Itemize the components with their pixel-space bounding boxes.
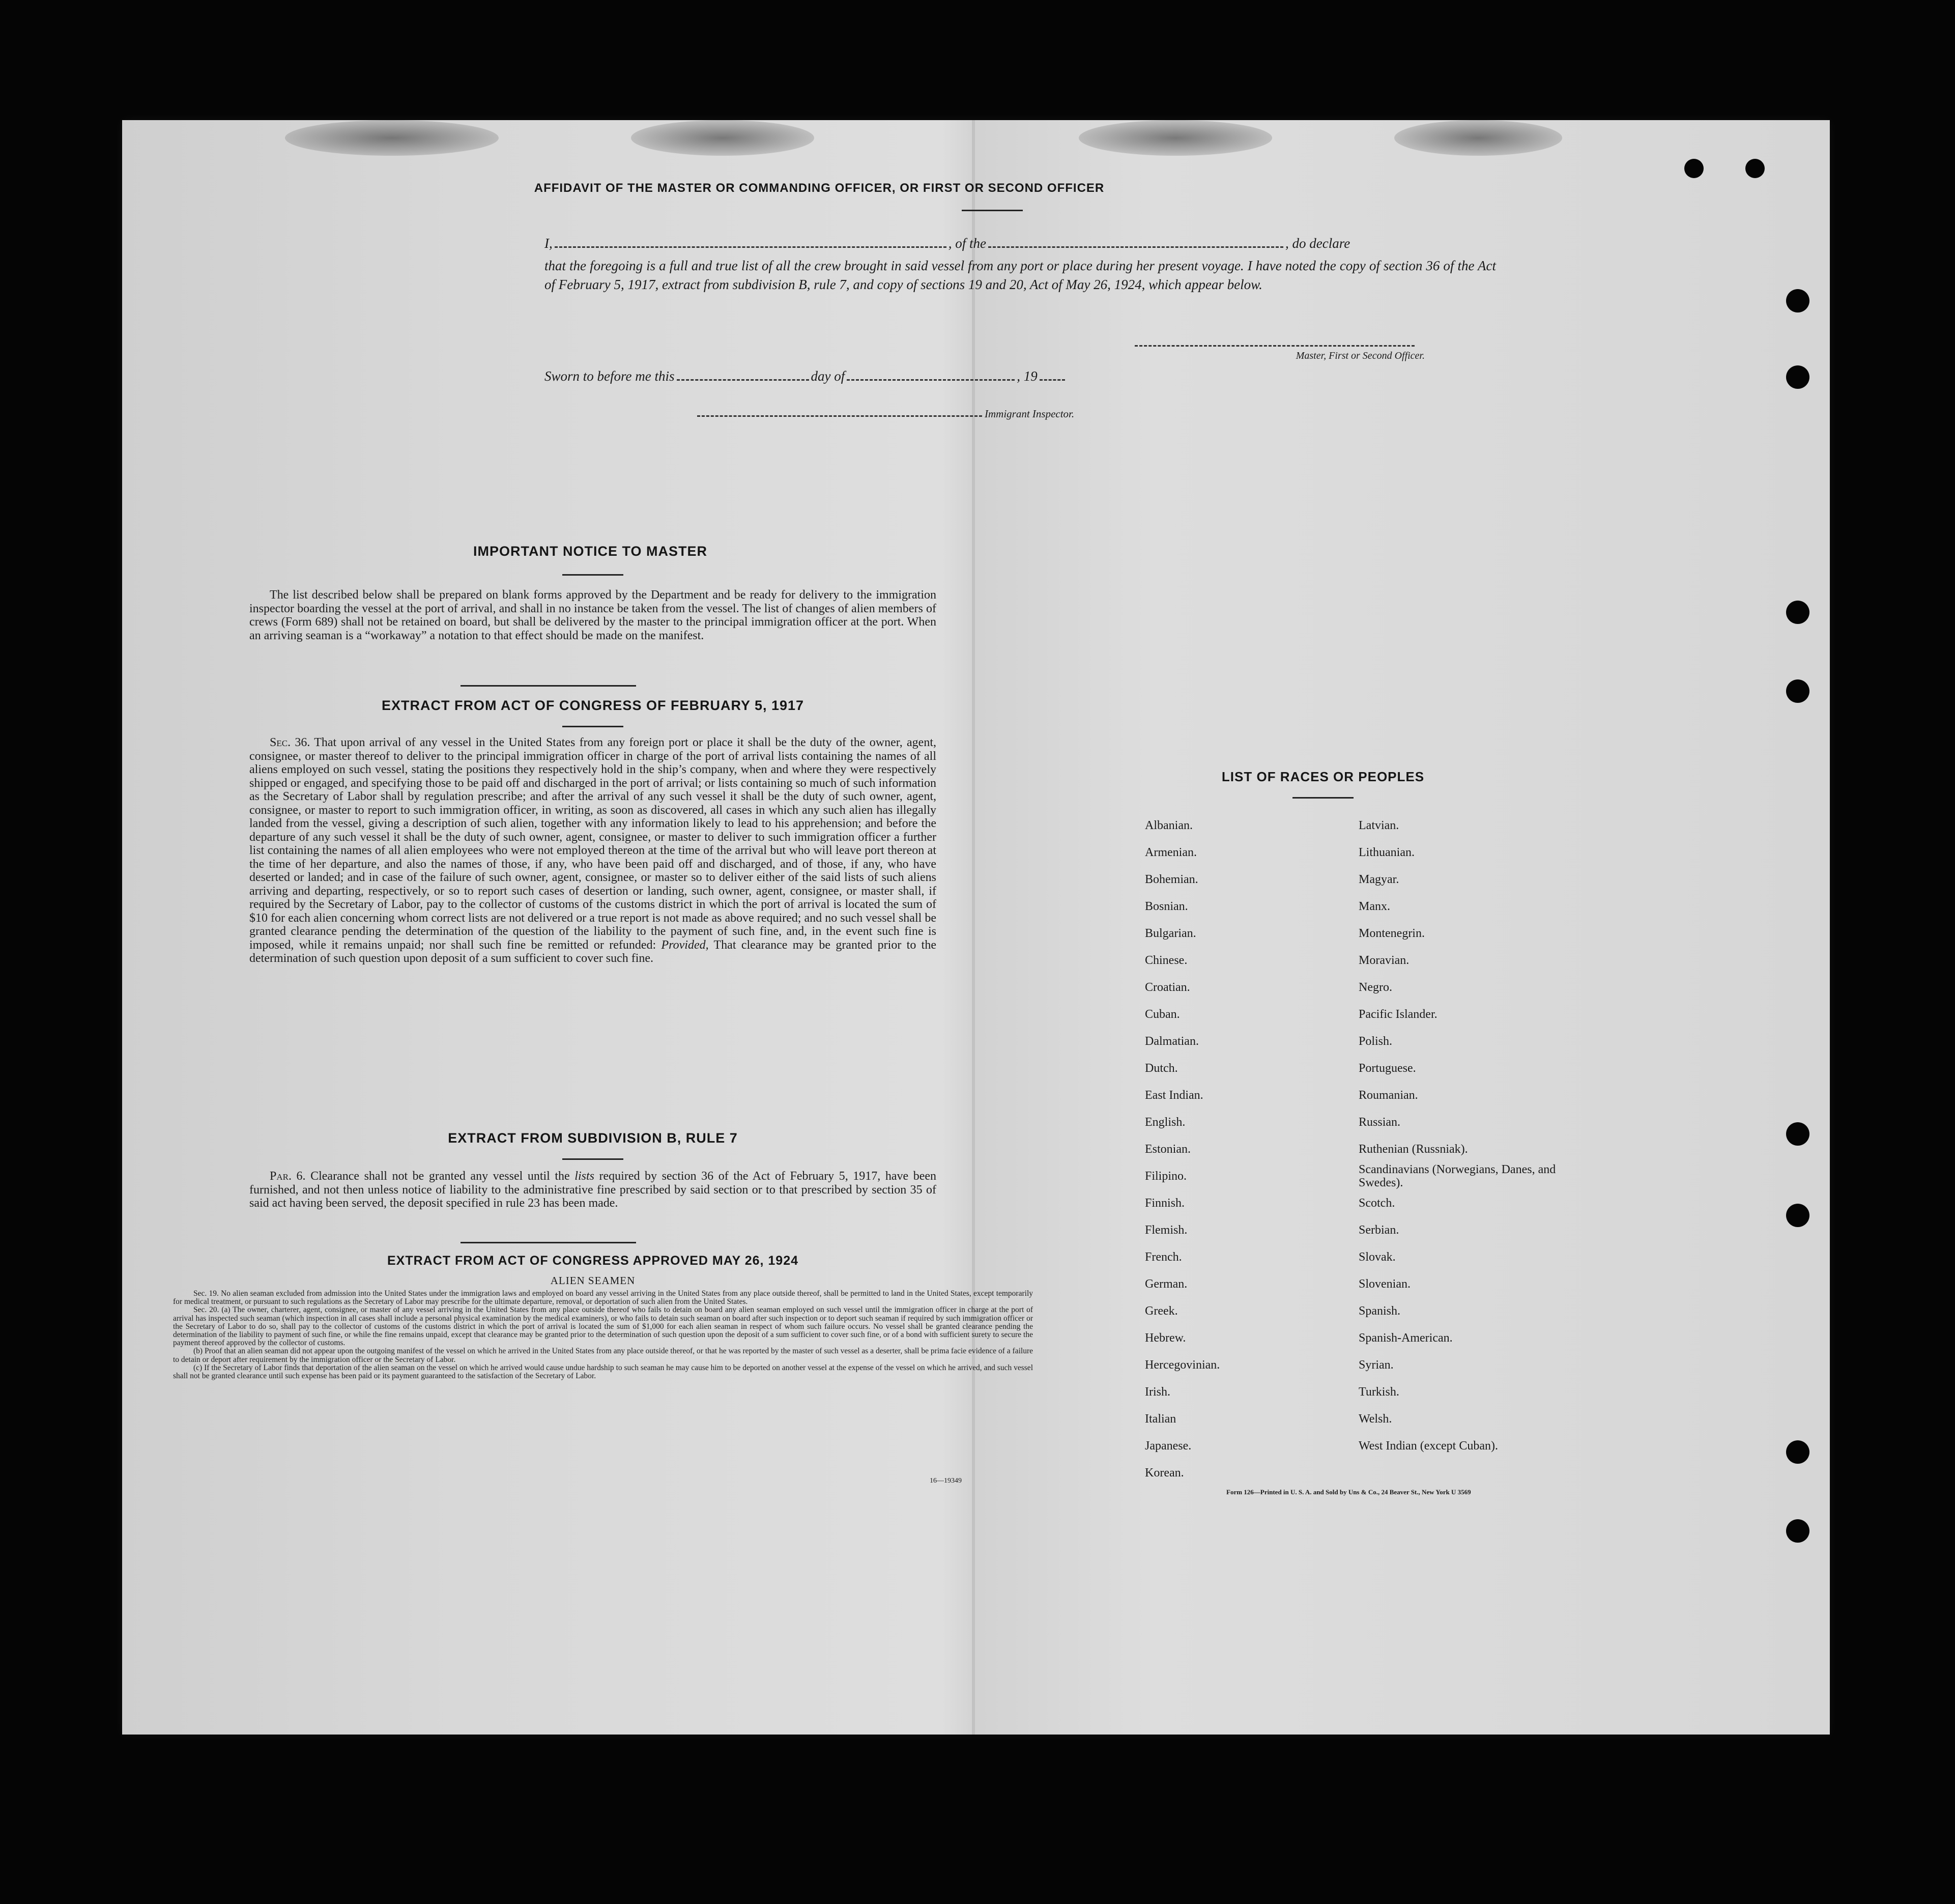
race-item: Portuguese. <box>1359 1062 1416 1075</box>
race-item: French. <box>1145 1251 1182 1264</box>
race-item: Flemish. <box>1145 1224 1188 1237</box>
sworn-month-blank <box>847 379 1015 381</box>
top-smudge <box>285 120 499 156</box>
inspector-caption: Immigrant Inspector. <box>985 408 1075 420</box>
binder-hole <box>1786 1204 1809 1227</box>
race-item: Slovak. <box>1359 1251 1396 1264</box>
title-rule <box>962 210 1023 211</box>
binder-hole <box>1786 289 1809 312</box>
race-item: Latvian. <box>1359 819 1399 832</box>
sec-20a-text: Sec. 20. (a) The owner, charterer, agent, consignee, or master of any vessel arriving in the United States from any place outside thereof who fails to detain on board any alien seaman employed on such vessel until the immigration officer in charge at the port of arrival has inspected such seaman (which inspection in all cases shall include a personal physical examination by the medical examiners), or who fails to detain such seaman on board after such inspection or to deport such seaman if required by such immigration officer or the Secretary of Labor to do so, shall pay to the collector of customs of the customs district in which the port of arrival is located the sum of $1,000 for each alien seaman in respect of whom such failure occurs. No vessel shall be granted clearance pending the determination of the liability to payment of such fine, or while the fine remains unpaid, except that clearance may be granted prior to the determination of such question upon the deposit of a sum sufficient to cover such fine, or of a bond with sufficient surety to secure the payment thereof approved by the collector of customs. <box>173 1305 1033 1348</box>
top-smudge <box>631 120 814 156</box>
race-item: Negro. <box>1359 981 1392 994</box>
race-item: Polish. <box>1359 1035 1393 1048</box>
top-smudge <box>1079 120 1272 156</box>
binder-hole <box>1786 365 1809 389</box>
race-item: Hercegovinian. <box>1145 1358 1220 1372</box>
race-item: Turkish. <box>1359 1385 1399 1399</box>
race-item: Montenegrin. <box>1359 927 1425 940</box>
binder-hole <box>1786 601 1809 624</box>
extract-1917-body <box>249 736 936 965</box>
race-item: Italian <box>1145 1412 1176 1426</box>
par-6-text-a: Clearance shall not be granted any vessel until the <box>310 1170 570 1183</box>
race-item: Roumanian. <box>1359 1089 1418 1102</box>
sec-19-text: Sec. 19. No alien seaman excluded from admission into the United States under the immigration laws and employed on board any vessel arriving in the United States from any place outside thereof, shall be permitted to land in the United States, except temporarily for medical treatment, or pursuant to such regulations as the Secretary of Labor may prescribe for the ultimate departure, removal, or deportation of such alien from the United States. <box>173 1289 1033 1306</box>
notice-paragraph: The list described below shall be prepared on blank forms approved by the Department and be ready for delivery to the immigration inspector boarding the vessel at the port of arrival, and shall in no instance be taken from the vessel. The list of changes of alien members of crews (Form 689) shall not be retained on board, but shall be delivered by the master to the principal immigration officer at the port. When an arriving seaman is a “workaway” a notation to that effect should be made on the manifest. <box>249 588 936 642</box>
vessel-blank <box>988 246 1283 248</box>
alien-seamen-subtitle: ALIEN SEAMEN <box>550 1274 636 1287</box>
par-6-text-b: required by section 36 of the Act of February 5, 1917, have been furnished, and not then unless notice of liability to the administrative fine prescribed by said section or to that prescribed by section 35 of said act having been served, the deposit specified in rule 23 has been made. <box>249 1170 937 1210</box>
race-item: Welsh. <box>1359 1412 1392 1426</box>
top-smudge <box>1394 120 1562 156</box>
extract-1917-rule <box>562 726 623 727</box>
affidavit-i-label: I, <box>544 236 553 251</box>
race-item: German. <box>1145 1277 1188 1291</box>
sec-20b-text: (b) Proof that an alien seaman did not appear upon the outgoing manifest of the vessel on which he arrived in the United States from any place outside thereof, or that he was reported by the master of such vessel as a deserter, shall be prima facie evidence of a failure to detain or deport after requirement by the immigration officer or the Secretary of Labor. <box>173 1347 1033 1364</box>
provided-tail: That clearance may be granted prior to the determination of such question upon deposit of a sum sufficient to cover such fine. <box>249 938 936 965</box>
race-item: Korean. <box>1145 1466 1184 1480</box>
par-6-label: Par. 6. <box>270 1170 306 1183</box>
binder-hole <box>1684 159 1704 178</box>
races-rule <box>1292 797 1354 799</box>
race-item: Bosnian. <box>1145 900 1188 913</box>
races-left-column <box>1145 812 1359 1487</box>
notice-body <box>249 588 936 642</box>
race-item: Ruthenian (Russniak). <box>1359 1143 1468 1156</box>
race-item: English. <box>1145 1116 1186 1129</box>
affidavit-do-declare-label: , do declare <box>1285 236 1350 251</box>
affidavit-of-the-label: , of the <box>948 236 986 251</box>
race-item: Dalmatian. <box>1145 1035 1199 1048</box>
race-item: Spanish-American. <box>1359 1331 1453 1345</box>
page-fold <box>972 120 975 1735</box>
race-item: Bohemian. <box>1145 873 1198 886</box>
race-item: Irish. <box>1145 1385 1170 1399</box>
sworn-year-blank <box>1040 379 1065 381</box>
form-footer-note: Form 126—Printed in U. S. A. and Sold by Uns & Co., 24 Beaver St., New York U 3569 <box>1226 1488 1471 1496</box>
notice-title: IMPORTANT NOTICE TO MASTER <box>473 544 707 559</box>
master-caption: Master, First or Second Officer. <box>1296 350 1425 361</box>
sworn-year: , 19 <box>1017 368 1038 384</box>
race-item: Manx. <box>1359 900 1390 913</box>
race-item: Moravian. <box>1359 954 1410 967</box>
race-item: West Indian (except Cuban). <box>1359 1439 1498 1453</box>
race-item: Scandinavians (Norwegians, Danes, and Swedes). <box>1359 1163 1556 1189</box>
notice-rule <box>562 574 623 576</box>
race-item: Armenian. <box>1145 846 1197 859</box>
race-item: Chinese. <box>1145 954 1188 967</box>
race-item: Hebrew. <box>1145 1331 1186 1345</box>
race-item: Dutch. <box>1145 1062 1178 1075</box>
sec-36-text: That upon arrival of any vessel in the United States from any foreign port or place it shall be the duty of the owner, agent, consignee, or master thereof to deliver to the principal immigration officer in charge of the port of arrival lists containing the names of all aliens employed on such vessel, stating the positions they respectively hold in the ship’s company, when and where they were respectively shipped or engaged, and specifying those to be paid off and discharged in the port of arrival; or lists containing so much of such information as the Secretary of Labor shall by regulation prescribe; and after the arrival of any such vessel it shall be the duty of such owner, agent, consignee, or master to report to such immigration officer, in writing, as soon as discovered, all cases in which any such alien has illegally landed from the vessel, giving a description of such alien, together with any information likely to lead to his apprehension; and before the departure of any such vessel it shall be the duty of such owner, agent, consignee, or master to deliver to such immigration officer a further list containing the names of all alien employees who were not employed thereon at the time of the arrival but who will leave port thereon at the time of her departure, and also the names of those, if any, who have been paid off and discharged, and of those, if any, who have deserted or landed; and in case of the failure of such owner, agent, consignee, or master so to deliver either of the said lists of such aliens arriving and departing, respectively, or so to report such cases of desertion or landing, such owner, agent, consignee, or master shall, if required by the Secretary of Labor, pay to the collector of customs of the customs district in which the port of arrival is located the sum of $10 for each alien concerning whom correct lists are not delivered or a true report is not made as above required; and no such vessel shall be granted clearance pending the determination of the question of the liability to the payment of such fine, and, in the event such fine is imposed, while it remains unpaid; nor shall such fine be remitted or refunded: <box>249 736 936 952</box>
race-item: Japanese. <box>1145 1439 1192 1453</box>
race-item: Estonian. <box>1145 1143 1191 1156</box>
binder-hole <box>1786 1122 1809 1146</box>
sec-20c-text: (c) If the Secretary of Labor finds that deportation of the alien seaman on the vessel on which he arrived would cause undue hardship to such seaman he may cause him to be deported on another vessel at the expense of the vessel on which he arrived, and such vessel shall not be granted clearance until such expense has been paid or its payment guaranteed to the satisfaction of the Secretary of Labor. <box>173 1363 1033 1381</box>
sworn-day-blank <box>677 379 809 381</box>
provided-word: Provided, <box>661 938 709 952</box>
binder-hole <box>1745 159 1765 178</box>
race-item: Magyar. <box>1359 873 1399 886</box>
race-item: Greek. <box>1145 1304 1178 1318</box>
print-code: 16—19349 <box>930 1477 962 1485</box>
race-item: Finnish. <box>1145 1197 1185 1210</box>
document-sheet <box>122 120 1830 1735</box>
inspector-signature-line <box>697 415 982 417</box>
races-right-column <box>1359 812 1593 1460</box>
race-item: Syrian. <box>1359 1358 1394 1372</box>
extract-rule7-title: EXTRACT FROM SUBDIVISION B, RULE 7 <box>448 1130 738 1146</box>
race-item: Serbian. <box>1359 1224 1399 1237</box>
sworn-prefix: Sworn to before me this <box>544 368 675 384</box>
binder-hole <box>1786 679 1809 703</box>
race-item: Pacific Islander. <box>1359 1008 1438 1021</box>
affidavit-title: AFFIDAVIT OF THE MASTER OR COMMANDING OFFICER, OR FIRST OR SECOND OFFICER <box>534 181 1105 195</box>
affidavit-declaration-line <box>544 233 1496 253</box>
extract-rule7-rule <box>562 1158 623 1160</box>
extract-rule7-body <box>249 1170 936 1210</box>
extract-1917-title: EXTRACT FROM ACT OF CONGRESS OF FEBRUARY 5, 1917 <box>381 698 804 713</box>
race-item: East Indian. <box>1145 1089 1203 1102</box>
section-rule <box>461 685 636 687</box>
race-item: Croatian. <box>1145 981 1190 994</box>
sworn-line <box>544 368 1206 384</box>
races-title: LIST OF RACES OR PEOPLES <box>1221 769 1425 784</box>
affidavit-body: that the foregoing is a full and true list of all the crew brought in said vessel from any port or place during her present voyage. I have noted the copy of section 36 of the Act of February 5, 1917, extract from subdivision B, rule 7, and copy of sections 19 and 20, Act of May 26, 1924, which appear below. <box>544 258 1496 292</box>
race-item: Russian. <box>1359 1116 1401 1129</box>
race-item: Spanish. <box>1359 1304 1401 1318</box>
race-item: Bulgarian. <box>1145 927 1196 940</box>
extract-1924-body <box>173 1290 1033 1380</box>
sworn-day-of: day of <box>811 368 845 384</box>
race-item: Albanian. <box>1145 819 1193 832</box>
race-item: Cuban. <box>1145 1008 1180 1021</box>
binder-hole <box>1786 1519 1809 1543</box>
sec-36-label: Sec. 36. <box>270 736 310 749</box>
binder-hole <box>1786 1440 1809 1464</box>
name-blank <box>555 246 946 248</box>
race-item: Slovenian. <box>1359 1277 1411 1291</box>
extract-1924-title: EXTRACT FROM ACT OF CONGRESS APPROVED MAY 26, 1924 <box>387 1254 799 1268</box>
section-rule <box>461 1242 636 1243</box>
race-item: Filipino. <box>1145 1170 1187 1183</box>
master-signature-line <box>1135 345 1415 347</box>
race-item: Lithuanian. <box>1359 846 1415 859</box>
lists-word: lists <box>574 1170 594 1183</box>
race-item: Scotch. <box>1359 1197 1395 1210</box>
